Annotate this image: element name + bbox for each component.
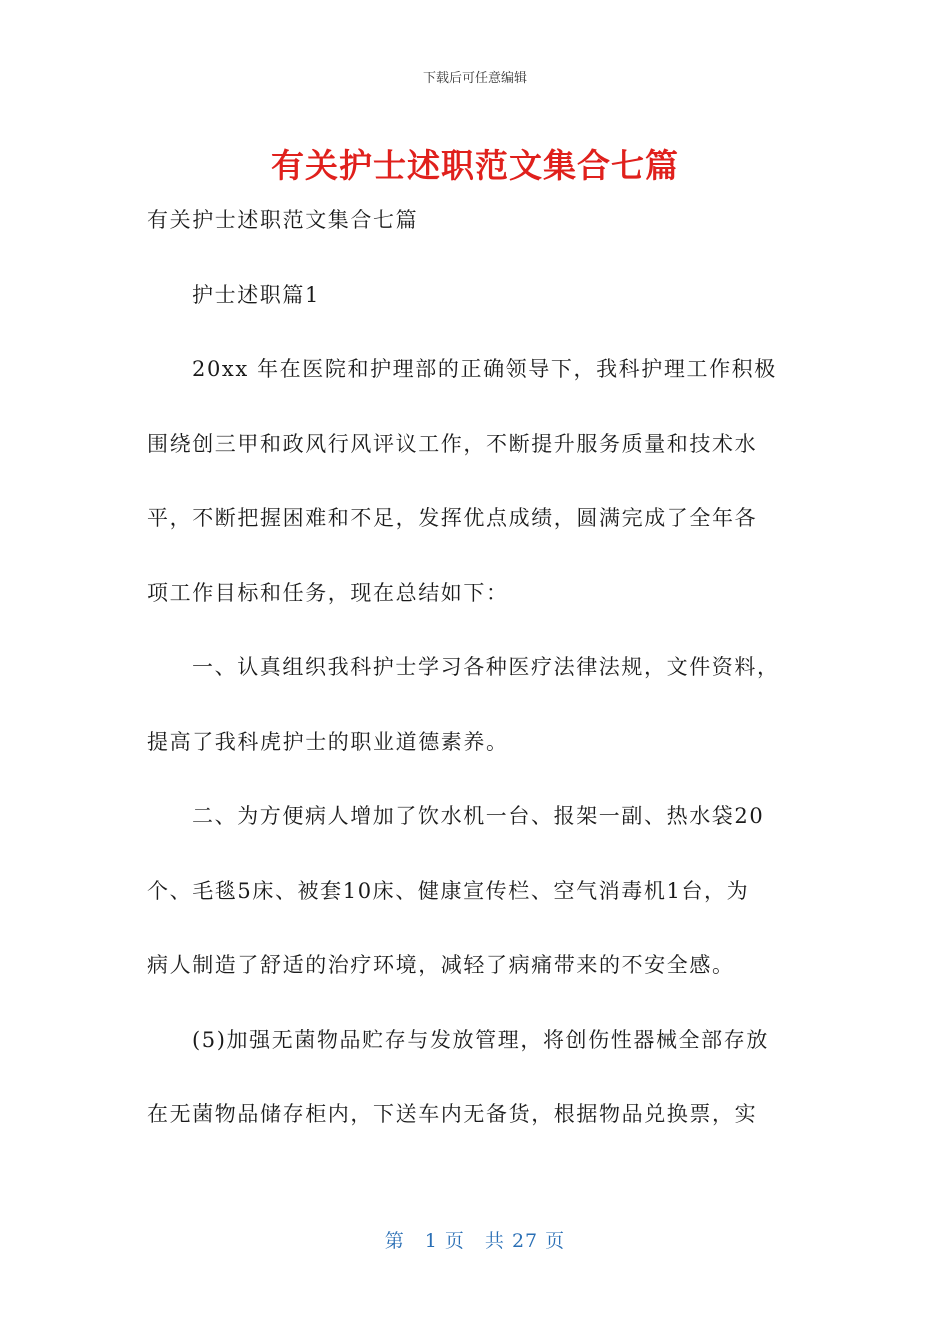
paragraph-line: 二、为方便病人增加了饮水机一台、报架一副、热水袋20 (192, 804, 765, 828)
body-line: 有关护士述职范文集合七篇 (147, 208, 419, 232)
paragraph-line: 平，不断把握困难和不足，发挥优点成绩，圆满完成了全年各 (147, 506, 758, 530)
section-heading: 护士述职篇1 (192, 282, 320, 307)
paragraph-line: (5)加强无菌物品贮存与发放管理，将创伤性器械全部存放 (192, 1027, 769, 1052)
page-indicator: 第 1 页 共 27 页 (384, 1230, 566, 1252)
paragraph-line: 项工作目标和任务，现在总结如下： (147, 580, 509, 605)
paragraph-line: 一、认真组织我科护士学习各种医疗法律法规，文件资料， (192, 655, 780, 679)
paragraph-line: 个、毛毯5床、被套10床、健康宣传栏、空气消毒机1台，为 (147, 878, 750, 903)
paragraph-line: 围绕创三甲和政风行风评议工作，不断提升服务质量和技术水 (147, 431, 758, 456)
paragraph-line: 在无菌物品储存柜内，下送车内无备货，根据物品兑换票，实 (147, 1102, 758, 1126)
paragraph-line: 20xx 年在医院和护理部的正确领导下，我科护理工作积极 (192, 357, 777, 381)
document-body (147, 195, 807, 1164)
document-title: 有关护士述职范文集合七篇 (271, 146, 679, 185)
header-note: 下载后可任意编辑 (422, 71, 527, 86)
paragraph-line: 提高了我科虎护士的职业道德素养。 (147, 729, 509, 754)
paragraph-line: 病人制造了舒适的治疗环境，减轻了病痛带来的不安全感。 (147, 953, 735, 977)
